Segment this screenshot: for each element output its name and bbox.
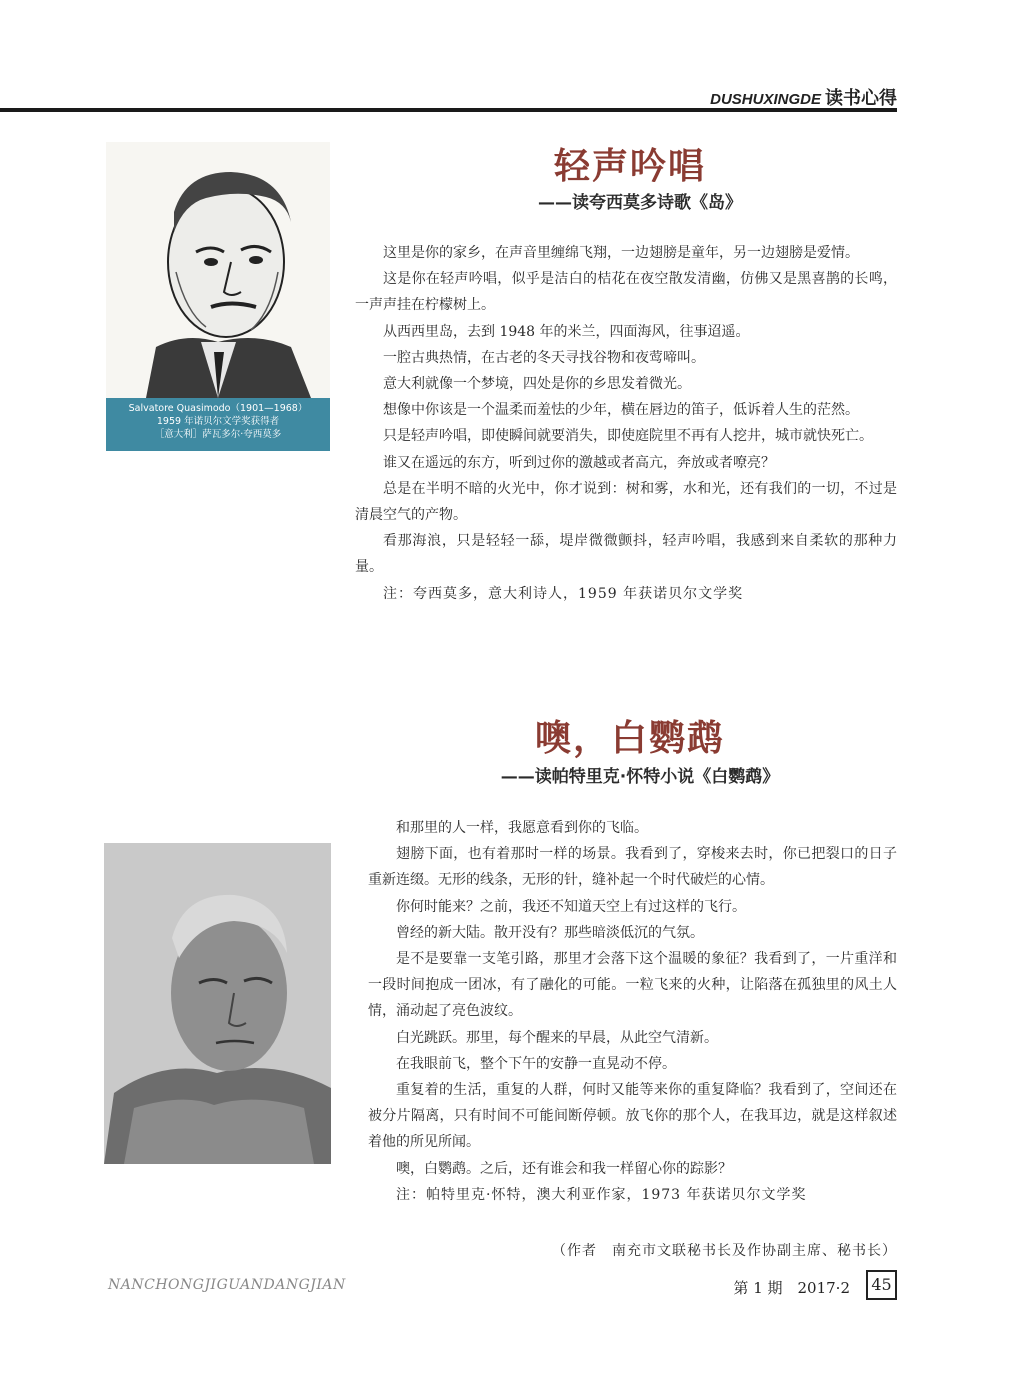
caption-line: 1959 年诺贝尔文学奖获得者 (156, 416, 280, 427)
paragraph: 这里是你的家乡，在声音里缠绵飞翔，一边翅膀是童年，另一边翅膀是爱情。 (383, 245, 859, 261)
paragraph: 这是你在轻声吟唱，似乎是洁白的桔花在夜空散发清幽，仿佛又是黑喜鹊的长鸣，一声声挂在柠檬树上。 (355, 271, 897, 314)
article-title: 轻声吟唱 (553, 146, 706, 187)
journal-name: NANCHONGJIGUANDANGJIAN (108, 1277, 346, 1293)
paragraph: 只是轻声吟唱，即使瞬间就要消失，即使庭院里不再有人挖井，城市就快死亡。 (383, 428, 873, 445)
section-label-en: DUSHUXINGDE (710, 91, 821, 108)
caption-line: Salvatore Quasimodo（1901—1968） (128, 403, 308, 414)
paragraph: 曾经的新大陆。散开没有？那些暗淡低沉的气氛。 (396, 924, 704, 941)
paragraph: 在我眼前飞，整个下午的安静一直晃动不停。 (396, 1055, 676, 1072)
paragraph: 翅膀下面，也有着那时一样的场景。我看到了，穿梭来去时，你已把裂口的日子重新连缀。无形的线条，无形的针，缝补起一个时代破烂的心情。 (368, 846, 897, 889)
paragraph: 是不是要靠一支笔引路，那里才会落下这个温暖的象征？我看到了，一片重洋和一段时间抱成一团冰，有了融化的可能。一粒飞来的火种，让陷落在孤独里的风土人情，涌动起了亮色波纹。 (368, 951, 897, 1020)
paragraph: 白光跳跃。那里，每个醒来的早晨，从此空气清新。 (396, 1029, 718, 1046)
article-note: 注：帕特里克·怀特，澳大利亚作家，1973 年获诺贝尔文学奖 (396, 1186, 807, 1203)
paragraph: 从西西里岛，去到 1948 年的米兰，四面海风，往事迢遥。 (383, 323, 750, 340)
paragraph: 想像中你该是一个温柔而羞怯的少年，横在唇边的笛子，低诉着人生的茫然。 (383, 402, 859, 419)
portrait-caption (106, 398, 330, 451)
article-body (368, 815, 897, 1208)
paragraph: 和那里的人一样，我愿意看到你的飞临。 (396, 820, 648, 836)
paragraph: 谁又在遥远的东方，听到过你的激越或者高亢，奔放或者嘹亮？ (383, 454, 775, 471)
sketch-portrait-image (106, 142, 330, 398)
issue-info: 第 1 期 2017·2 (733, 1279, 850, 1297)
paragraph: 总是在半明不暗的火光中，你才说到：树和雾，水和光，还有我们的一切，不过是清晨空气的产物。 (355, 480, 897, 524)
paragraph: 重复着的生活，重复的人群，何时又能等来你的重复降临？我看到了，空间还在被分片隔离，只有时间不可能间断停顿。放飞你的那个人，在我耳边，就是这样叙述着他的所见所闻。 (368, 1082, 897, 1151)
article-note: 注：夸西莫多，意大利诗人，1959 年获诺贝尔文学奖 (383, 585, 744, 602)
caption-line: ［意大利］萨瓦多尔·夸西莫多 (154, 429, 282, 440)
section-label (710, 84, 897, 110)
page-number: 45 (866, 1270, 897, 1300)
section-label-cn: 读书心得 (825, 88, 897, 108)
paragraph: 一腔古典热情，在古老的冬天寻找谷物和夜莺啼叫。 (383, 349, 705, 366)
paragraph: 看那海浪，只是轻轻一舔，堤岸微微颤抖，轻声吟唱，我感到来自柔软的那种力量。 (355, 533, 897, 576)
article-title: 噢，白鹦鹉 (534, 718, 725, 759)
header-rule (0, 108, 897, 112)
article-body (355, 240, 897, 607)
portrait-white (104, 843, 331, 1164)
paragraph: 你何时能来？之前，我还不知道天空上有过这样的飞行。 (396, 898, 746, 915)
article-subtitle: ——读帕特里克·怀特小说《白鹦鹉》 (500, 767, 780, 787)
article-subtitle: ——读夸西莫多诗歌《岛》 (538, 193, 742, 213)
author-byline: （作者 南充市文联秘书长及作协副主席、秘书长） (552, 1243, 897, 1259)
paragraph: 噢，白鹦鹉。之后，还有谁会和我一样留心你的踪影？ (396, 1160, 732, 1177)
photo-portrait-image (104, 843, 331, 1164)
paragraph: 意大利就像一个梦境，四处是你的乡思发着微光。 (383, 376, 691, 393)
portrait-quasimodo (106, 142, 330, 398)
